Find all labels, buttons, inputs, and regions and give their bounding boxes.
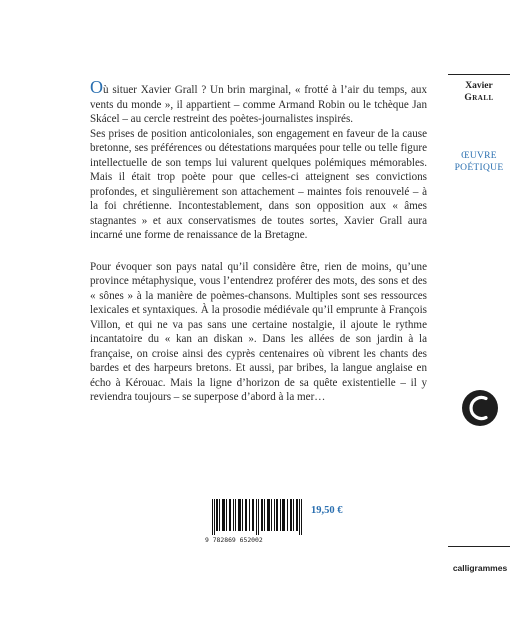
publisher-name: calligrammes — [452, 563, 508, 573]
author-first-name: Xavier — [465, 81, 493, 91]
author-last-name: Grall — [464, 93, 494, 103]
blurb-paragraph-2: Ses prises de position anticoloniales, son engagement en faveur de la cause bretonne, ses préférences ou détestations marquées pour telle ou telle figure intellectuelle de son temps lui valurent quelques polémiques mémorables. Mais il était trop poète pour que celles-ci atteignent ses convictions profondes, et singulièrement son attachement – maintes fois renouvelé – à la foi chrétienne. Incontestablement, dans son opposition aux « âmes stagnantes » et aux conservatismes de toutes sortes, Xavier Grall aura incarné une forme de renaissance de la Bretagne. — [90, 127, 427, 241]
blurb — [90, 77, 427, 405]
spine-top-rule — [448, 74, 510, 75]
work-title-line-1: ŒUVRE — [461, 151, 497, 161]
work-title-line-2: POÉTIQUE — [454, 163, 504, 173]
author-name — [448, 80, 510, 104]
blurb-paragraph-3: Pour évoquer son pays natal qu’il considère être, rien de moins, qu’une province métaphysique, vous l’entendrez proférer des mots, des sons et des « sônes » à la manière de poèmes-chansons. Multiples sont ses ressources lexicales et syntaxiques. À la prosodie médiévale qu’il emprunte à François Villon, et qui ne va pas sans une certaine nostalgie, il ajoute le rythme incantatoire du « kan an diskan ». Dans les allées de son jardin à la française, on croise ainsi des cyprès centenaires où vibrent les chants des bardes et des harpeurs bretons. Et aussi, par bribes, la langue anglaise en écho à Kérouac. Mais la ligne d’horizon de sa quête existentielle – il y reviendra toujours – se superpose d’abord à la mer… — [90, 260, 427, 403]
blurb-paragraph-1 — [90, 77, 427, 127]
drop-cap: O — [90, 77, 103, 97]
work-title — [443, 150, 515, 174]
publisher-rule — [448, 546, 510, 547]
publisher-c-logo-icon — [461, 389, 499, 427]
barcode — [205, 497, 305, 547]
barcode-bars — [212, 499, 302, 535]
price: 19,50 € — [311, 505, 343, 516]
barcode-digits: 9 782869 652002 — [205, 536, 263, 544]
paragraph-1-text: ù situer Xavier Grall ? Un brin marginal, « frotté à l’air du temps, aux vents du monde », il appartient – comme Armand Robin ou le tchèque Jan Skácel – au cercle restreint des poètes-journalistes inspirés. — [90, 84, 427, 125]
